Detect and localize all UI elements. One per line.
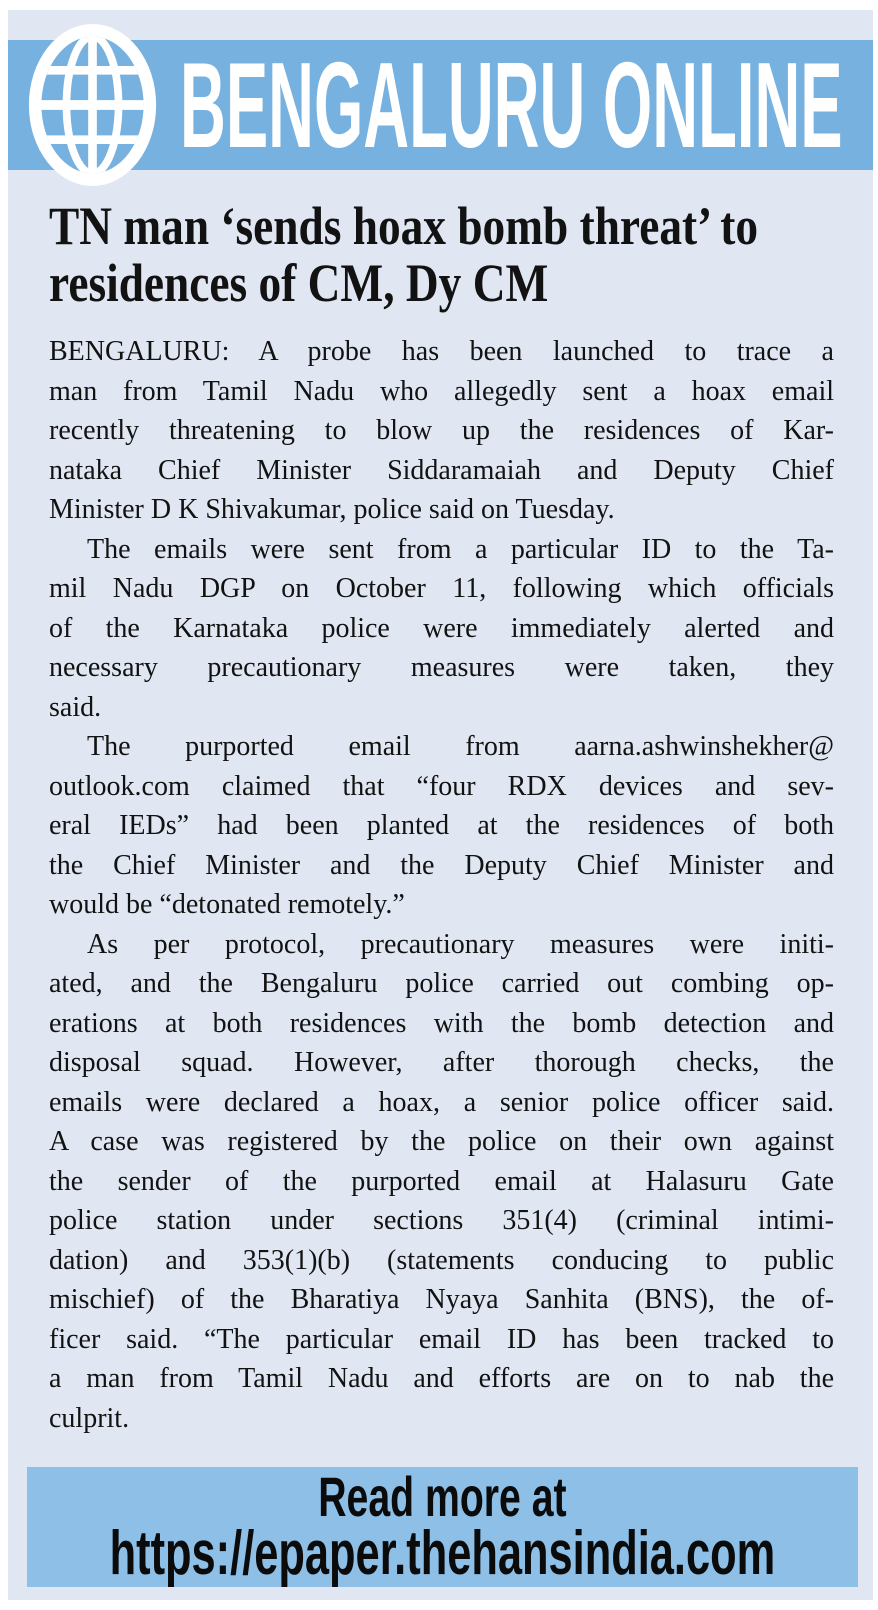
headline-line: TN man ‘sends hoax bomb threat’ to bbox=[49, 196, 759, 256]
body-line: the sender of the purported email at Halasuru Gate bbox=[49, 1165, 834, 1197]
article-paragraph bbox=[49, 530, 834, 728]
epaper-url-link[interactable]: https://epaper.thehansindia.com bbox=[109, 1519, 776, 1588]
article-body bbox=[49, 332, 834, 1438]
body-line: dation) and 353(1)(b) (statements conducing to public bbox=[49, 1244, 834, 1276]
body-line: The emails were sent from a particular ID to the Ta- bbox=[87, 533, 834, 565]
body-line: nataka Chief Minister Siddaramaiah and Deputy Chief bbox=[49, 454, 834, 486]
body-line: necessary precautionary measures were taken, they bbox=[49, 652, 834, 683]
body-line: The purported email from aarna.ashwinshekher@ bbox=[87, 731, 834, 762]
body-line: culprit. bbox=[49, 1402, 130, 1434]
body-line: disposal squad. However, after thorough checks, the bbox=[49, 1047, 834, 1078]
globe-icon bbox=[25, 20, 160, 190]
read-more-label: Read more at bbox=[318, 1465, 567, 1528]
body-line: ated, and the Bengaluru police carried out combing op- bbox=[49, 968, 834, 999]
body-line: man from Tamil Nadu who allegedly sent a hoax email bbox=[49, 375, 834, 407]
headline-line: residences of CM, Dy CM bbox=[49, 253, 549, 313]
body-line: erations at both residences with the bomb detection and bbox=[49, 1007, 834, 1039]
content-panel bbox=[8, 10, 873, 1600]
body-line: of the Karnataka police were immediately alerted and bbox=[49, 612, 834, 644]
body-line: recently threatening to blow up the residences of Kar- bbox=[49, 415, 834, 446]
masthead bbox=[180, 37, 878, 173]
article-paragraph bbox=[49, 925, 834, 1439]
article-paragraph bbox=[49, 332, 834, 530]
body-line: the Chief Minister and the Deputy Chief Minister and bbox=[49, 849, 834, 881]
body-line: Minister D K Shivakumar, police said on Tuesday. bbox=[49, 494, 615, 525]
body-line: mil Nadu DGP on October 11, following which officials bbox=[49, 573, 834, 604]
body-line: would be “detonated remotely.” bbox=[49, 889, 405, 920]
article-paragraph bbox=[49, 727, 834, 925]
body-line: outlook.com claimed that “four RDX devices and sev- bbox=[49, 770, 834, 802]
body-line: police station under sections 351(4) (criminal intimi- bbox=[49, 1205, 834, 1236]
body-line: mischief) of the Bharatiya Nyaya Sanhita (BNS), the of- bbox=[49, 1284, 834, 1315]
read-more-banner bbox=[27, 1467, 858, 1587]
article-headline bbox=[49, 198, 839, 312]
body-line: A case was registered by the police on their own against bbox=[49, 1126, 834, 1157]
body-line: BENGALURU: A probe has been launched to trace a bbox=[49, 336, 834, 367]
body-line: eral IEDs” had been planted at the residences of both bbox=[49, 810, 834, 841]
body-line: said. bbox=[49, 691, 102, 723]
body-line: As per protocol, precautionary measures were initi- bbox=[87, 928, 834, 960]
masthead-title: BENGALURU ONLINE bbox=[180, 37, 843, 173]
body-line: a man from Tamil Nadu and efforts are on to nab the bbox=[49, 1363, 834, 1394]
body-line: ficer said. “The particular email ID has been tracked to bbox=[49, 1323, 834, 1355]
body-line: emails were declared a hoax, a senior police officer said. bbox=[49, 1086, 834, 1118]
